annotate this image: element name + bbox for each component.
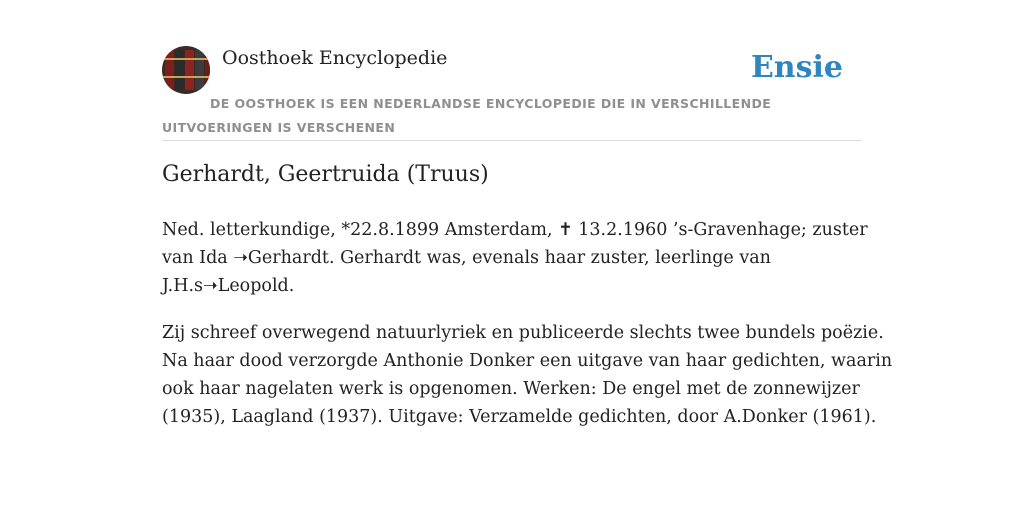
paragraph-line: ook haar nagelaten werk is opgenomen. Werken: De engel met de zonnewijzer — [162, 379, 860, 399]
paragraph-line: (1935), Laagland (1937). Uitgave: Verzamelde gedichten, door A.Donker (1961). — [162, 407, 877, 427]
encyclopedia-books-avatar-icon[interactable] — [162, 46, 210, 94]
article-paragraph-2 — [162, 319, 893, 431]
text-fragment: J.H.s — [162, 276, 204, 296]
site-title[interactable]: Oosthoek Encyclopedie — [222, 47, 448, 69]
text-fragment: . — [288, 276, 295, 296]
paragraph-line — [162, 248, 771, 268]
brand-logo-link[interactable]: Ensie — [750, 50, 843, 85]
article-title: Gerhardt, Geertruida (Truus) — [162, 162, 489, 187]
link-leopold[interactable]: ➝Leopold — [203, 276, 289, 296]
paragraph-line — [162, 276, 294, 296]
paragraph-line: Zij schreef overwegend natuurlyriek en publiceerde slechts twee bundels poëzie. — [162, 323, 884, 343]
article-paragraph-1 — [162, 216, 868, 300]
site-header — [162, 46, 862, 141]
text-fragment: van Ida — [162, 248, 234, 268]
site-tagline: DE OOSTHOEK IS EEN NEDERLANDSE ENCYCLOPEDIE DIE IN VERSCHILLENDE UITVOERINGEN IS VERSCHENEN — [162, 96, 772, 135]
paragraph-line: Ned. letterkundige, *22.8.1899 Amsterdam, ✝ 13.2.1960 ’s-Gravenhage; zuster — [162, 220, 868, 240]
paragraph-line: Na haar dood verzorgde Anthonie Donker een uitgave van haar gedichten, waarin — [162, 351, 893, 371]
text-fragment: . Gerhardt was, evenals haar zuster, leerlinge van — [328, 248, 771, 268]
link-gerhardt[interactable]: ➝Gerhardt — [233, 248, 329, 268]
